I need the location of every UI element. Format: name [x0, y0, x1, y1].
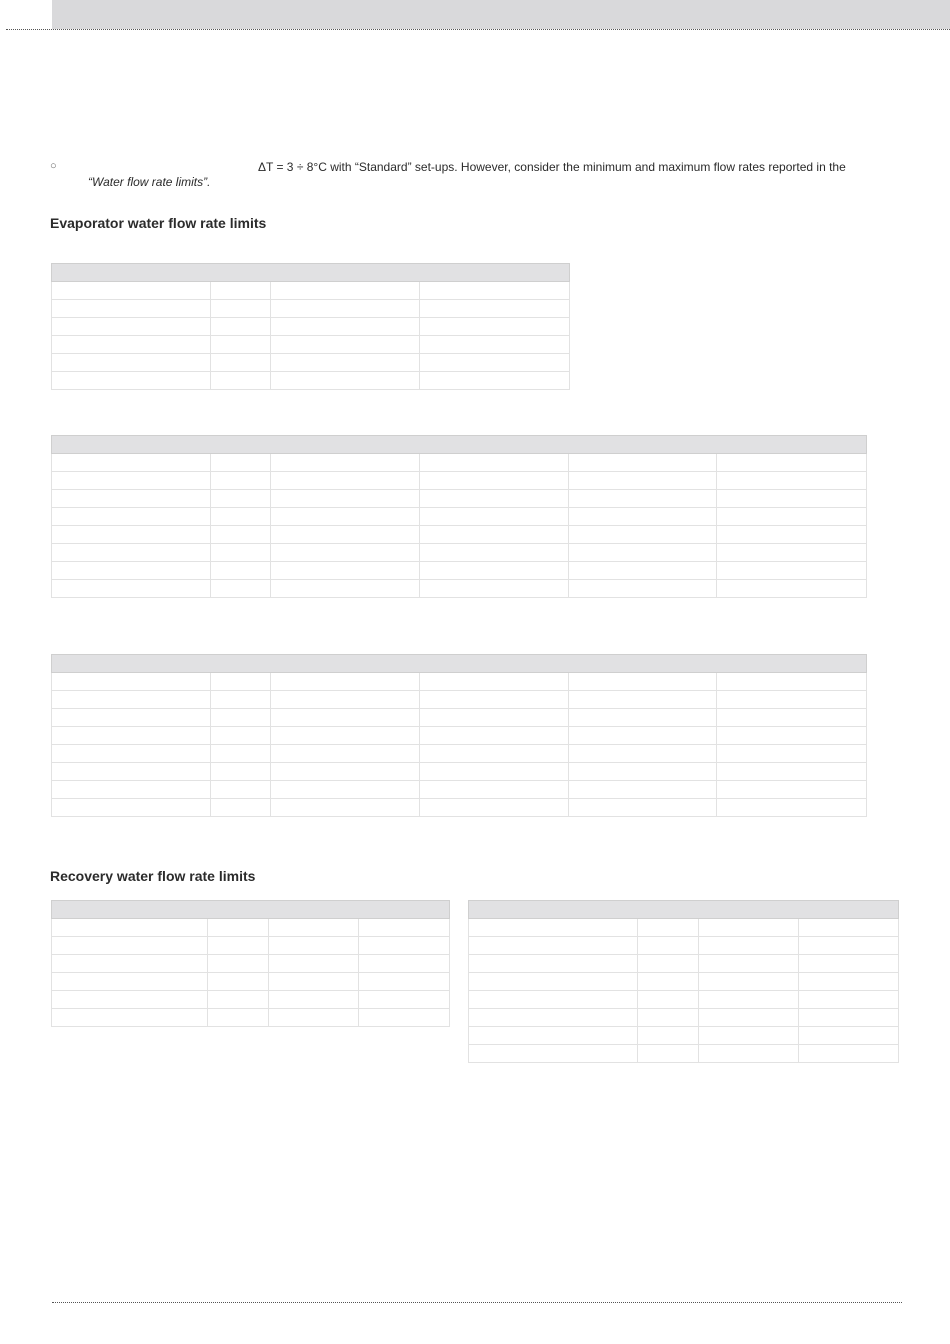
- table-cell: [271, 691, 420, 709]
- table-cell: [420, 282, 570, 300]
- table-cell: [271, 709, 420, 727]
- table-row: [52, 318, 570, 336]
- note-text: ΔT = 3 ÷ 8°C with “Standard” set-ups. However, consider the minimum and maximum flow rates reported in the: [258, 160, 846, 174]
- table-cell: [799, 919, 899, 937]
- table-cell: [52, 973, 208, 991]
- table-cell: [799, 973, 899, 991]
- evaporator-section-title: Evaporator water flow rate limits: [50, 215, 267, 231]
- table-cell: [420, 673, 569, 691]
- table-cell: [569, 763, 717, 781]
- table-cell: [211, 727, 271, 745]
- table-cell: [717, 727, 867, 745]
- table-cell: [271, 562, 420, 580]
- table-cell: [569, 472, 717, 490]
- table-cell: [359, 919, 450, 937]
- table-cell: [271, 673, 420, 691]
- table-cell: [211, 300, 271, 318]
- table-row: [52, 490, 867, 508]
- table-cell: [52, 508, 211, 526]
- table-row: [52, 282, 570, 300]
- table-cell: [699, 937, 799, 955]
- table-cell: [52, 709, 211, 727]
- table-cell: [699, 1009, 799, 1027]
- table-row: [469, 991, 899, 1009]
- table-cell: [211, 318, 271, 336]
- table-row: [52, 799, 867, 817]
- table-cell: [569, 745, 717, 763]
- table-cell: [569, 580, 717, 598]
- table-row: [52, 454, 867, 472]
- table-cell: [52, 745, 211, 763]
- table-cell: [569, 490, 717, 508]
- table-row: [52, 781, 867, 799]
- table-cell: [638, 1045, 699, 1063]
- table-cell: [359, 1009, 450, 1027]
- table-cell: [569, 691, 717, 709]
- table-cell: [420, 454, 569, 472]
- table-row: [52, 991, 450, 1009]
- table-cell: [211, 745, 271, 763]
- table-cell: [638, 1009, 699, 1027]
- table-cell: [420, 300, 570, 318]
- table-cell: [638, 973, 699, 991]
- table-cell: [717, 580, 867, 598]
- table-cell: [717, 691, 867, 709]
- table-row: [52, 336, 570, 354]
- note-bullet: ○: [50, 160, 57, 172]
- table-cell: [799, 937, 899, 955]
- table-header: [52, 264, 570, 282]
- table-cell: [717, 526, 867, 544]
- table-cell: [271, 580, 420, 598]
- table-row: [52, 1009, 450, 1027]
- table-cell: [717, 781, 867, 799]
- table-row: [469, 1027, 899, 1045]
- table-row: [469, 973, 899, 991]
- table-cell: [420, 781, 569, 799]
- table-cell: [359, 973, 450, 991]
- table-row: [52, 508, 867, 526]
- table-cell: [271, 544, 420, 562]
- table-cell: [271, 763, 420, 781]
- table-cell: [52, 544, 211, 562]
- table-cell: [799, 991, 899, 1009]
- table-cell: [469, 937, 638, 955]
- table-cell: [569, 544, 717, 562]
- table-cell: [638, 937, 699, 955]
- table-cell: [211, 472, 271, 490]
- table-cell: [420, 580, 569, 598]
- table-row: [52, 673, 867, 691]
- table-cell: [52, 991, 208, 1009]
- table-row: [52, 709, 867, 727]
- table-cell: [269, 955, 359, 973]
- table-cell: [420, 691, 569, 709]
- table-cell: [569, 526, 717, 544]
- table-header-row: [469, 901, 899, 919]
- table-cell: [208, 1009, 269, 1027]
- table-row: [469, 1045, 899, 1063]
- table-cell: [52, 300, 211, 318]
- table-cell: [359, 955, 450, 973]
- table-cell: [717, 763, 867, 781]
- table-cell: [208, 955, 269, 973]
- table-row: [469, 1009, 899, 1027]
- table-cell: [717, 799, 867, 817]
- table-cell: [717, 673, 867, 691]
- table-header-row: [52, 655, 867, 673]
- table-cell: [211, 763, 271, 781]
- table-row: [52, 472, 867, 490]
- table-cell: [52, 781, 211, 799]
- table-cell: [208, 937, 269, 955]
- table-header: [52, 436, 867, 454]
- table-cell: [211, 562, 271, 580]
- table-cell: [271, 472, 420, 490]
- table-cell: [569, 508, 717, 526]
- table-header: [52, 901, 450, 919]
- table-row: [52, 727, 867, 745]
- table-cell: [420, 799, 569, 817]
- table-row: [469, 937, 899, 955]
- table-cell: [717, 544, 867, 562]
- table-cell: [420, 508, 569, 526]
- table-cell: [271, 799, 420, 817]
- table-row: [52, 354, 570, 372]
- table-cell: [211, 372, 271, 390]
- table-cell: [638, 919, 699, 937]
- table-cell: [699, 1045, 799, 1063]
- table-cell: [569, 709, 717, 727]
- table-cell: [269, 937, 359, 955]
- table-cell: [717, 508, 867, 526]
- table-header-row: [52, 901, 450, 919]
- table-cell: [211, 354, 271, 372]
- table-cell: [420, 727, 569, 745]
- table-cell: [271, 727, 420, 745]
- table-cell: [269, 991, 359, 1009]
- evaporator-table-2: [51, 435, 867, 598]
- table-cell: [799, 1027, 899, 1045]
- table-cell: [469, 1045, 638, 1063]
- table-row: [52, 955, 450, 973]
- table-cell: [420, 544, 569, 562]
- table-cell: [420, 490, 569, 508]
- table-cell: [717, 472, 867, 490]
- table-row: [52, 763, 867, 781]
- table-cell: [469, 955, 638, 973]
- table-cell: [52, 318, 211, 336]
- table-cell: [699, 955, 799, 973]
- table-cell: [52, 526, 211, 544]
- table-row: [469, 955, 899, 973]
- table-cell: [420, 745, 569, 763]
- table-cell: [717, 745, 867, 763]
- table-cell: [799, 1009, 899, 1027]
- table-header: [52, 655, 867, 673]
- table-cell: [420, 526, 569, 544]
- table-row: [52, 300, 570, 318]
- table-cell: [420, 709, 569, 727]
- table-cell: [469, 991, 638, 1009]
- recovery-section-title: Recovery water flow rate limits: [50, 868, 256, 884]
- table-cell: [420, 472, 569, 490]
- table-cell: [469, 1009, 638, 1027]
- table-cell: [52, 562, 211, 580]
- table-cell: [799, 1045, 899, 1063]
- table-cell: [420, 562, 569, 580]
- table-cell: [271, 508, 420, 526]
- evaporator-table-1: [51, 263, 570, 390]
- table-cell: [420, 336, 570, 354]
- table-cell: [52, 354, 211, 372]
- header-band: [52, 0, 950, 29]
- table-cell: [211, 490, 271, 508]
- table-cell: [211, 454, 271, 472]
- table-row: [52, 691, 867, 709]
- table-cell: [569, 799, 717, 817]
- recovery-table-right: [468, 900, 899, 1063]
- table-cell: [420, 318, 570, 336]
- table-cell: [211, 799, 271, 817]
- table-cell: [52, 955, 208, 973]
- table-row: [52, 580, 867, 598]
- header-divider: [6, 29, 950, 30]
- table-cell: [271, 354, 420, 372]
- table-cell: [269, 973, 359, 991]
- table-cell: [717, 454, 867, 472]
- table-cell: [52, 454, 211, 472]
- table-cell: [211, 709, 271, 727]
- table-cell: [699, 991, 799, 1009]
- table-row: [52, 526, 867, 544]
- table-cell: [52, 799, 211, 817]
- table-cell: [52, 763, 211, 781]
- table-cell: [52, 282, 211, 300]
- table-cell: [52, 673, 211, 691]
- table-cell: [359, 991, 450, 1009]
- table-cell: [420, 763, 569, 781]
- table-header-row: [52, 264, 570, 282]
- table-row: [52, 937, 450, 955]
- table-cell: [271, 781, 420, 799]
- table-cell: [211, 691, 271, 709]
- table-cell: [211, 580, 271, 598]
- table-cell: [569, 673, 717, 691]
- table-row: [52, 919, 450, 937]
- table-cell: [211, 508, 271, 526]
- table-cell: [271, 526, 420, 544]
- table-header-row: [52, 436, 867, 454]
- table-cell: [271, 282, 420, 300]
- table-cell: [269, 1009, 359, 1027]
- table-cell: [271, 318, 420, 336]
- table-row: [52, 745, 867, 763]
- table-cell: [569, 781, 717, 799]
- table-cell: [699, 1027, 799, 1045]
- table-cell: [211, 673, 271, 691]
- table-cell: [699, 919, 799, 937]
- table-row: [52, 372, 570, 390]
- table-cell: [52, 919, 208, 937]
- table-cell: [271, 490, 420, 508]
- table-cell: [52, 727, 211, 745]
- table-cell: [211, 781, 271, 799]
- recovery-table-left: [51, 900, 450, 1027]
- table-row: [469, 919, 899, 937]
- table-cell: [638, 955, 699, 973]
- table-cell: [569, 562, 717, 580]
- table-cell: [211, 282, 271, 300]
- table-cell: [717, 562, 867, 580]
- table-cell: [208, 991, 269, 1009]
- table-cell: [569, 727, 717, 745]
- table-cell: [699, 973, 799, 991]
- footer-divider: [52, 1302, 902, 1303]
- table-cell: [469, 1027, 638, 1045]
- table-cell: [271, 745, 420, 763]
- table-cell: [271, 336, 420, 354]
- table-cell: [52, 691, 211, 709]
- table-row: [52, 973, 450, 991]
- table-cell: [469, 919, 638, 937]
- table-cell: [52, 1009, 208, 1027]
- table-cell: [420, 354, 570, 372]
- table-cell: [799, 955, 899, 973]
- table-cell: [717, 709, 867, 727]
- table-cell: [52, 336, 211, 354]
- note-reference: “Water flow rate limits”.: [88, 175, 211, 189]
- table-row: [52, 544, 867, 562]
- table-cell: [211, 526, 271, 544]
- table-cell: [52, 490, 211, 508]
- table-cell: [271, 454, 420, 472]
- table-row: [52, 562, 867, 580]
- table-cell: [208, 973, 269, 991]
- table-cell: [269, 919, 359, 937]
- table-cell: [420, 372, 570, 390]
- table-cell: [52, 937, 208, 955]
- table-cell: [271, 372, 420, 390]
- table-cell: [717, 490, 867, 508]
- evaporator-table-3: [51, 654, 867, 817]
- table-cell: [359, 937, 450, 955]
- table-cell: [52, 472, 211, 490]
- table-cell: [569, 454, 717, 472]
- table-cell: [52, 580, 211, 598]
- table-cell: [208, 919, 269, 937]
- table-cell: [211, 544, 271, 562]
- table-header: [469, 901, 899, 919]
- table-cell: [52, 372, 211, 390]
- table-cell: [271, 300, 420, 318]
- table-cell: [469, 973, 638, 991]
- table-cell: [638, 1027, 699, 1045]
- table-cell: [211, 336, 271, 354]
- table-cell: [638, 991, 699, 1009]
